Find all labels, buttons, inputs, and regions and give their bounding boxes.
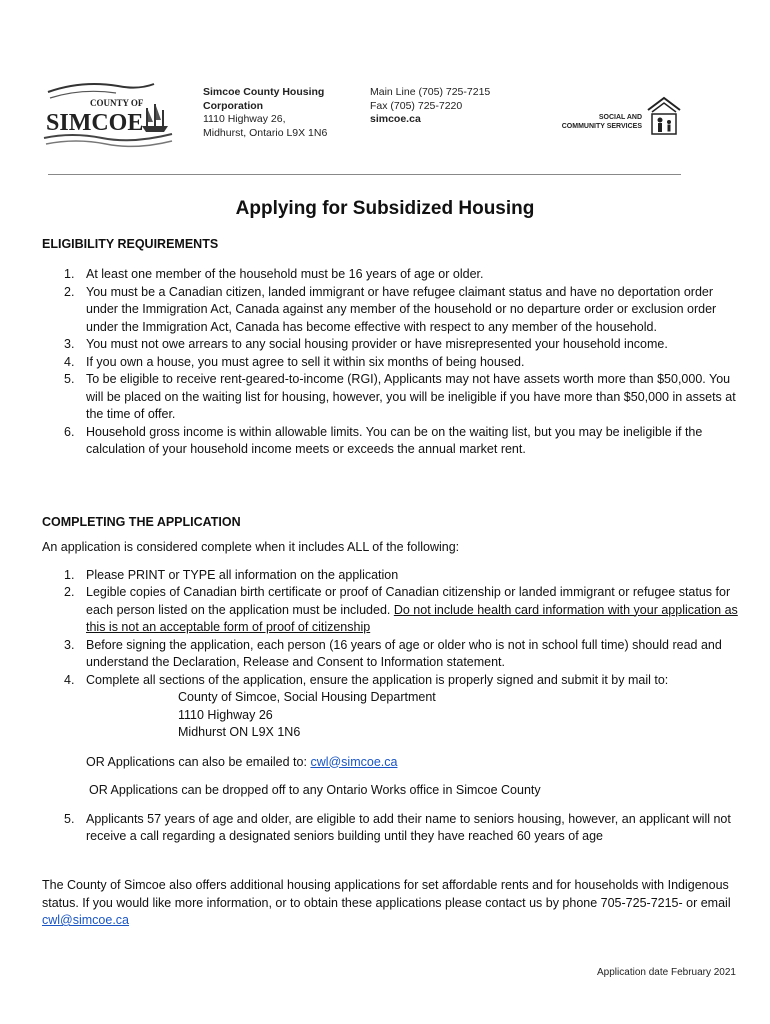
- list-item: 5. Applicants 57 years of age and older, are eligible to add their name to seniors housing, however, an applicant will not receive a call regarding a designated seniors building until they have reached 60 years of age: [64, 811, 731, 843]
- list-item: 3. Before signing the application, each person (16 years of age or older who is not in school full time) should read and understand the Declaration, Release and Consent to Information statement.: [64, 637, 722, 669]
- list-item: 3. You must not owe arrears to any social housing provider or have misrepresented your household income.: [64, 337, 668, 351]
- health-card-warning: Do not include health card information with your application as this is not an acceptable form of proof of citizenship: [86, 602, 738, 634]
- list-item: 1. Please PRINT or TYPE all information on the application: [64, 567, 399, 582]
- logo-main-text: SIMCOE: [46, 110, 144, 136]
- list-item: 6. Household gross income is within allowable limits. You can be on the waiting list, but you may be ineligible if the calculation of your household income meets or exceeds the annual market rent.: [64, 424, 703, 456]
- dropoff-option: OR Applications can be dropped off to any Ontario Works office in Simcoe County: [89, 783, 541, 797]
- corporation-address: [203, 86, 327, 140]
- house-family-icon: [646, 96, 682, 141]
- eligibility-section: [42, 237, 742, 459]
- dept-logo-line-2: COMMUNITY SERVICES: [561, 123, 642, 130]
- list-item: 2. Legible copies of Canadian birth certificate or proof of Canadian citizenship or landed immigrant or refugee status for each person listed on the application must be included. Do not include health card information with your application as this is not an acceptable form of proof of citizenship: [64, 585, 738, 634]
- dept-logo-line-1: SOCIAL AND: [598, 114, 642, 121]
- application-date: Application date February 2021: [597, 967, 736, 978]
- letterhead: [42, 78, 692, 158]
- completing-section: [42, 515, 742, 846]
- address-line-1: 1110 Highway 26,: [203, 113, 286, 125]
- social-community-services-logo: [554, 96, 684, 138]
- eligibility-heading: ELIGIBILITY REQUIREMENTS: [42, 237, 219, 251]
- address-line-2: Midhurst, Ontario L9X 1N6: [203, 126, 328, 139]
- list-item: 2. You must be a Canadian citizen, landed immigrant or have refugee claimant status and have no deportation order under the Immigration Act, Canada against any member of the household or no departure order or exclusion order under the Immigration Act, Canada has become effective with respect to any member of the household.: [64, 284, 717, 334]
- closing-email-link[interactable]: cwl@simcoe.ca: [42, 913, 130, 927]
- logo-top-text: COUNTY OF: [90, 98, 144, 108]
- list-item: 4. If you own a house, you must agree to sell it within six months of being housed.: [64, 354, 525, 369]
- completing-list: [42, 567, 742, 690]
- email-link[interactable]: cwl@simcoe.ca: [310, 754, 398, 769]
- corporation-name: Simcoe County Housing: [203, 86, 325, 98]
- ship-icon: [142, 104, 168, 132]
- completing-list-continued: [42, 811, 742, 846]
- page-title: Applying for Subsidized Housing: [235, 198, 535, 219]
- completing-intro: An application is considered complete when it includes ALL of the following:: [42, 540, 460, 554]
- list-item: 1. At least one member of the household must be 16 years of age or older.: [64, 267, 484, 281]
- county-of-simcoe-logo: [42, 78, 182, 154]
- header-divider: [48, 174, 681, 175]
- website: simcoe.ca: [370, 113, 421, 125]
- eligibility-list: [42, 266, 742, 459]
- corporation-name-2: Corporation: [203, 99, 264, 112]
- completing-heading: COMPLETING THE APPLICATION: [42, 515, 241, 529]
- main-line: Main Line (705) 725-7215: [370, 86, 491, 98]
- mailing-address: County of Simcoe, Social Housing Department 1110 Highway 26 Midhurst ON L9X 1N6: [178, 690, 436, 739]
- list-item: 4. Complete all sections of the application, ensure the application is properly signed and submit it by mail to:: [64, 672, 669, 687]
- closing-paragraph: The County of Simcoe also offers additional housing applications for set affordable rents and for households with Indigenous status. If you would like more information, or to obtain these applications please contact us by phone 705-725-7215- or email cwl@simcoe.ca: [42, 878, 731, 927]
- fax-line: Fax (705) 725-7220: [370, 99, 463, 112]
- email-option: OR Applications can also be emailed to: cwl@simcoe.ca: [86, 754, 398, 769]
- list-item: 5. To be eligible to receive rent-geared-to-income (RGI), Applicants may not have assets worth more than $50,000. You will be placed on the waiting list for housing, however, you will be ineligible if you have more than $50,000 in assets at the time of offer.: [64, 372, 736, 421]
- contact-info: [370, 86, 490, 127]
